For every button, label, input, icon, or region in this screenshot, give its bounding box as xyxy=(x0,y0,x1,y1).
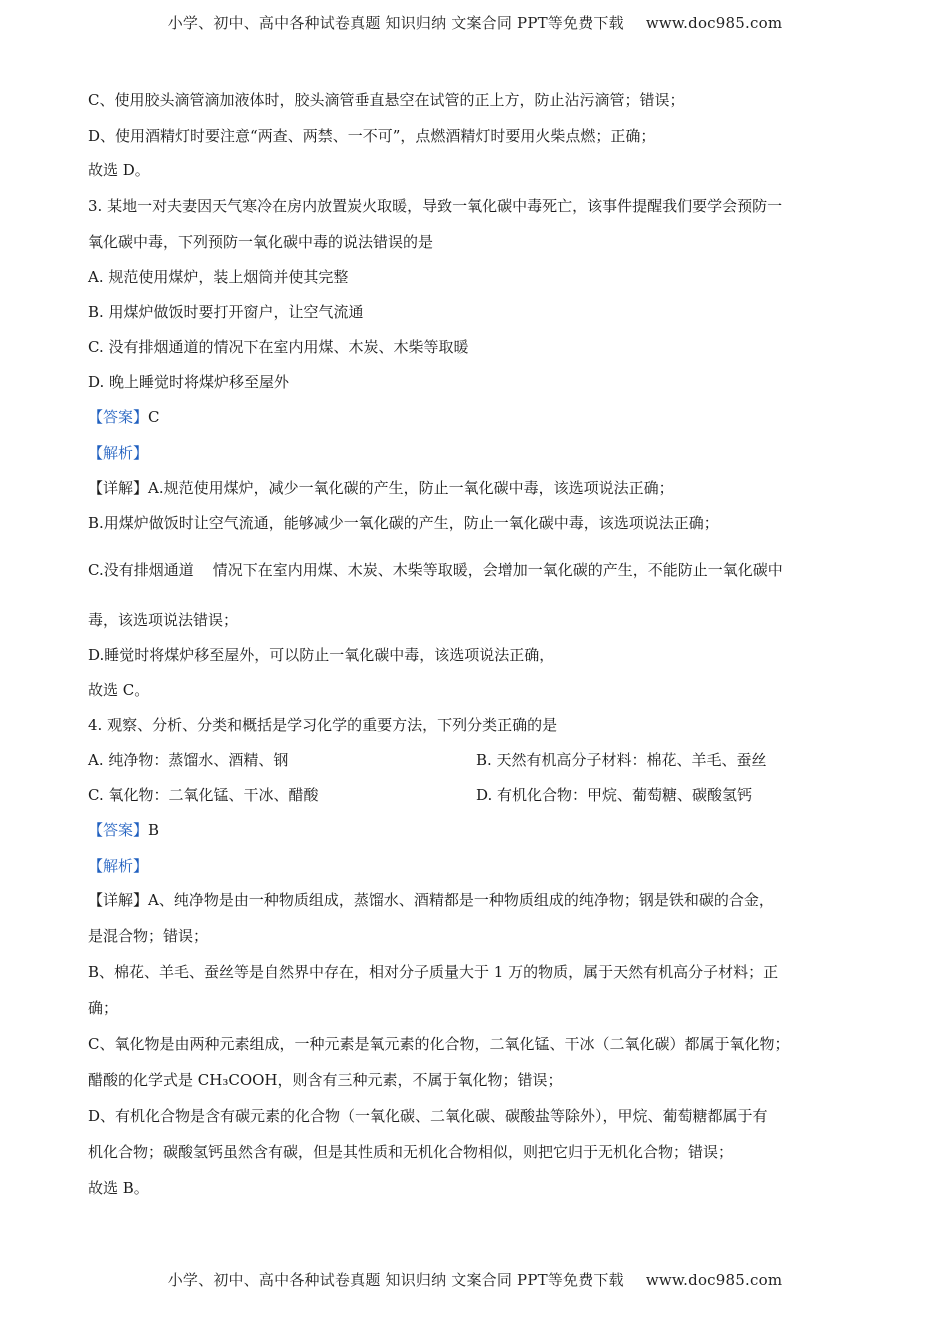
header-site: www.doc985.com xyxy=(645,14,783,32)
q4-conclusion: 故选 B。 xyxy=(88,1179,149,1197)
prev-option-d-explanation: D、使用酒精灯时要注意“两查、两禁、一不可”，点燃酒精灯时要用火柴点燃；正确； xyxy=(88,127,656,145)
q3-stem-line-1: 3. 某地一对夫妻因天气寒冷在房内放置炭火取暖，导致一氧化碳中毒死亡，该事件提醒我们要学会预防一 xyxy=(88,197,783,215)
analysis-tag: 【解析】 xyxy=(88,444,149,462)
q4-option-d: D. 有机化合物：甲烷、葡萄糖、碳酸氢钙 xyxy=(476,786,753,804)
prev-option-c-explanation: C、使用胶头滴管滴加液体时，胶头滴管垂直悬空在试管的正上方，防止沾污滴管；错误； xyxy=(88,91,685,109)
answer-value: B xyxy=(148,821,160,839)
footer-site: www.doc985.com xyxy=(645,1271,783,1289)
q4-detail-a-line-2: 是混合物；错误； xyxy=(88,927,209,945)
q4-detail-c-line-2: 醋酸的化学式是 CH₃COOH，则含有三种元素，不属于氧化物；错误； xyxy=(88,1071,563,1089)
q4-answer xyxy=(88,820,159,840)
q4-analysis-tag xyxy=(88,856,148,876)
q3-answer xyxy=(88,407,160,427)
header-text: 小学、初中、高中各种试卷真题 知识归纳 文案合同 PPT等免费下载 xyxy=(167,14,624,32)
q3-detail-c-line-2: 毒，该选项说法错误； xyxy=(88,611,239,629)
detail-tag: 【详解】 xyxy=(88,891,149,909)
page-header xyxy=(0,12,950,33)
q3-detail-c-line-1: C.没有排烟通道 情况下在室内用煤、木炭、木柴等取暖，会增加一氧化碳的产生，不能防止一氧化碳中 xyxy=(88,561,783,579)
q4-detail-b-line-2: 确； xyxy=(88,999,119,1017)
q4-option-b: B. 天然有机高分子材料：棉花、羊毛、蚕丝 xyxy=(476,751,767,769)
q3-analysis-tag xyxy=(88,443,148,463)
q4-detail-a-line-1 xyxy=(88,890,774,910)
q3-conclusion: 故选 C。 xyxy=(88,681,150,699)
q3-detail-a xyxy=(88,478,674,498)
q3-option-a: A. 规范使用煤炉，装上烟筒并使其完整 xyxy=(88,268,349,286)
detail-text: A、纯净物是由一种物质组成，蒸馏水、酒精都是一种物质组成的纯净物；钢是铁和碳的合金， xyxy=(148,891,774,909)
answer-tag: 【答案】 xyxy=(88,821,149,839)
q4-option-c: C. 氧化物：二氧化锰、干冰、醋酸 xyxy=(88,786,319,804)
detail-text: A.规范使用煤炉，减少一氧化碳的产生，防止一氧化碳中毒，该选项说法正确； xyxy=(148,479,674,497)
q3-stem-line-2: 氧化碳中毒，下列预防一氧化碳中毒的说法错误的是 xyxy=(88,233,434,251)
q3-option-d: D. 晚上睡觉时将煤炉移至屋外 xyxy=(88,373,290,391)
prev-conclusion: 故选 D。 xyxy=(88,161,150,179)
footer-text: 小学、初中、高中各种试卷真题 知识归纳 文案合同 PPT等免费下载 xyxy=(167,1271,624,1289)
answer-value: C xyxy=(148,408,160,426)
q3-detail-b: B.用煤炉做饭时让空气流通，能够减少一氧化碳的产生，防止一氧化碳中毒，该选项说法正确； xyxy=(88,514,719,532)
q4-detail-c-line-1: C、氧化物是由两种元素组成，一种元素是氧元素的化合物，二氧化锰、干冰（二氧化碳）都属于氧化物； xyxy=(88,1035,790,1053)
q3-detail-d: D.睡觉时将煤炉移至屋外，可以防止一氧化碳中毒，该选项说法正确， xyxy=(88,646,555,664)
q4-detail-d-line-2: 机化合物；碳酸氢钙虽然含有碳，但是其性质和无机化合物相似，则把它归于无机化合物；错误； xyxy=(88,1143,734,1161)
page-footer xyxy=(0,1269,950,1290)
q3-option-c: C. 没有排烟通道的情况下在室内用煤、木炭、木柴等取暖 xyxy=(88,338,469,356)
answer-tag: 【答案】 xyxy=(88,408,149,426)
q3-option-b: B. 用煤炉做饭时要打开窗户，让空气流通 xyxy=(88,303,364,321)
q4-detail-d-line-1: D、有机化合物是含有碳元素的化合物（一氧化碳、二氧化碳、碳酸盐等除外），甲烷、葡萄糖都属于有 xyxy=(88,1107,768,1125)
analysis-tag: 【解析】 xyxy=(88,857,149,875)
q4-option-a: A. 纯净物：蒸馏水、酒精、钢 xyxy=(88,751,289,769)
q4-detail-b-line-1: B、棉花、羊毛、蚕丝等是自然界中存在，相对分子质量大于 1 万的物质，属于天然有机高分子材料；正 xyxy=(88,963,779,981)
detail-tag: 【详解】 xyxy=(88,479,149,497)
q4-stem: 4. 观察、分析、分类和概括是学习化学的重要方法，下列分类正确的是 xyxy=(88,716,558,734)
